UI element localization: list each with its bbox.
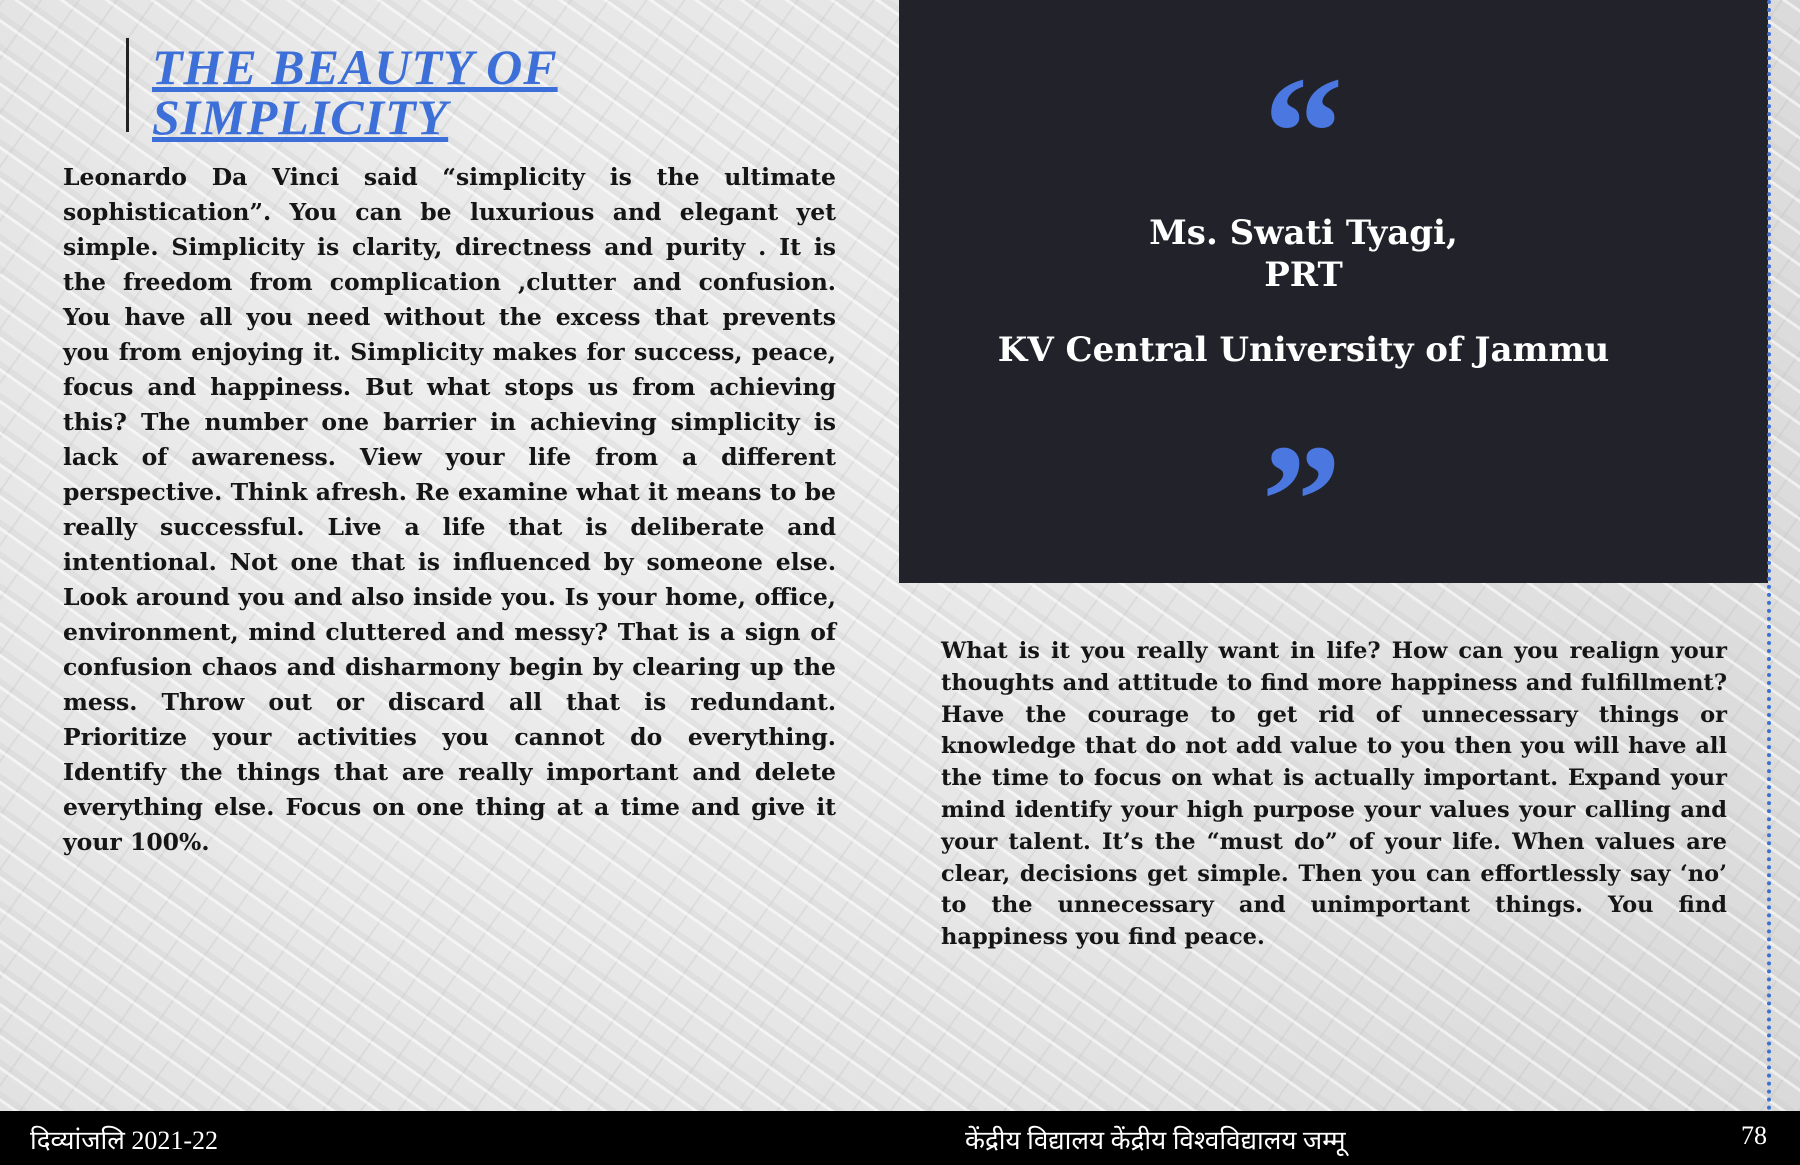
author-role: PRT xyxy=(1264,255,1343,295)
author-panel xyxy=(899,0,1768,583)
author-school: KV Central University of Jammu xyxy=(997,330,1610,370)
article-body-left: Leonardo Da Vinci said “simplicity is the ultimate sophistication”. You can be luxurious and elegant yet simple. Simplicity is clarity, directness and purity . It is the freedom from complication ,clutter and confusion. You have all you need without the excess that prevents you from enjoying it. Simplicity makes for success, peace, focus and happiness. But what stops us from achieving this? The number one barrier in achieving simplicity is lack of awareness. View your life from a different perspective. Think afresh. Re examine what it means to be really successful. Live a life that is deliberate and intentional. Not one that is influenced by someone else. Look around you and also inside you. Is your home, office, environment, mind cluttered and messy? That is a sign of confusion chaos and disharmony begin by clearing up the mess. Throw out or discard all that is redundant. Prioritize your activities you cannot do everything. Identify the things that are really important and delete everything else. Focus on one thing at a time and give it your 100%. xyxy=(63,163,836,856)
dotted-border xyxy=(1767,0,1771,1111)
author-name: Ms. Swati Tyagi, xyxy=(1149,213,1458,253)
close-quote-icon: ” xyxy=(1261,430,1342,570)
article-body-right: What is it you really want in life? How can you realign your thoughts and attitude to find more happiness and fulfillment? Have the courage to get rid of unnecessary things or knowledge that do not add value to you then you will have all the time to focus on what is actually important. Expand your mind identify your high purpose your values your calling and your talent. It’s the “must do” of your life. When values are clear, decisions get simple. Then you can effortlessly say ‘no’ to the unnecessary and unimportant things. You find happiness you find peace. xyxy=(941,638,1727,951)
page-number: 78 xyxy=(1741,1121,1767,1150)
footer-school: केंद्रीय विद्यालय केंद्रीय विश्वविद्यालय जम्मू xyxy=(965,1126,1346,1155)
article-title: THE BEAUTY OF SIMPLICITY xyxy=(152,39,558,145)
author-name-block xyxy=(869,212,1738,296)
footer-magazine: दिव्यांजलि 2021-22 xyxy=(30,1126,219,1155)
open-quote-icon: “ xyxy=(1263,62,1344,202)
title-rule xyxy=(126,38,129,132)
page-footer xyxy=(0,1111,1800,1165)
